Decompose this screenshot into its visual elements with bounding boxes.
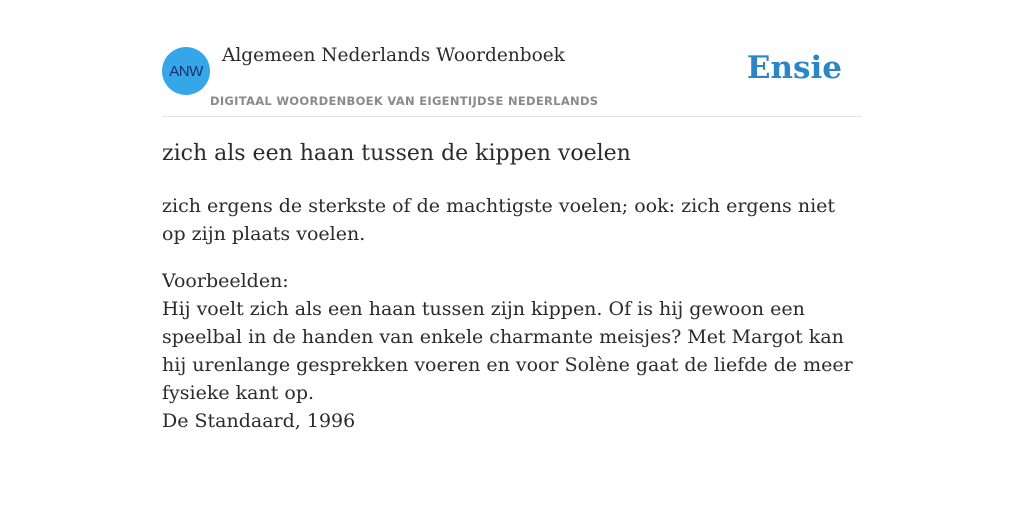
site-title[interactable]: Algemeen Nederlands Woordenboek <box>222 45 565 66</box>
logo-text: ANW <box>169 62 203 80</box>
example-source: De Standaard, 1996 <box>162 410 356 432</box>
anw-logo[interactable] <box>162 47 210 95</box>
example-text: Hij voelt zich als een haan tussen zijn kippen. Of is hij gewoon een speelbal in de handen van enkele charmante meisjes? Met Margot kan hij urenlange gesprekken voeren en voor Solène gaat de liefde de meer fysieke kant op. <box>162 298 853 404</box>
entry-title: zich als een haan tussen de kippen voelen <box>162 141 631 166</box>
entry-content <box>162 138 862 435</box>
site-header <box>162 0 862 117</box>
ensie-brand-logo[interactable]: Ensie <box>746 50 842 86</box>
site-subtitle: DIGITAAL WOORDENBOEK VAN EIGENTIJDSE NEDERLANDS <box>210 94 599 108</box>
entry-definition: zich ergens de sterkste of de machtigste voelen; ook: zich ergens niet op zijn plaats voelen. <box>162 195 836 245</box>
examples-section <box>162 267 862 435</box>
examples-label: Voorbeelden: <box>162 270 289 292</box>
